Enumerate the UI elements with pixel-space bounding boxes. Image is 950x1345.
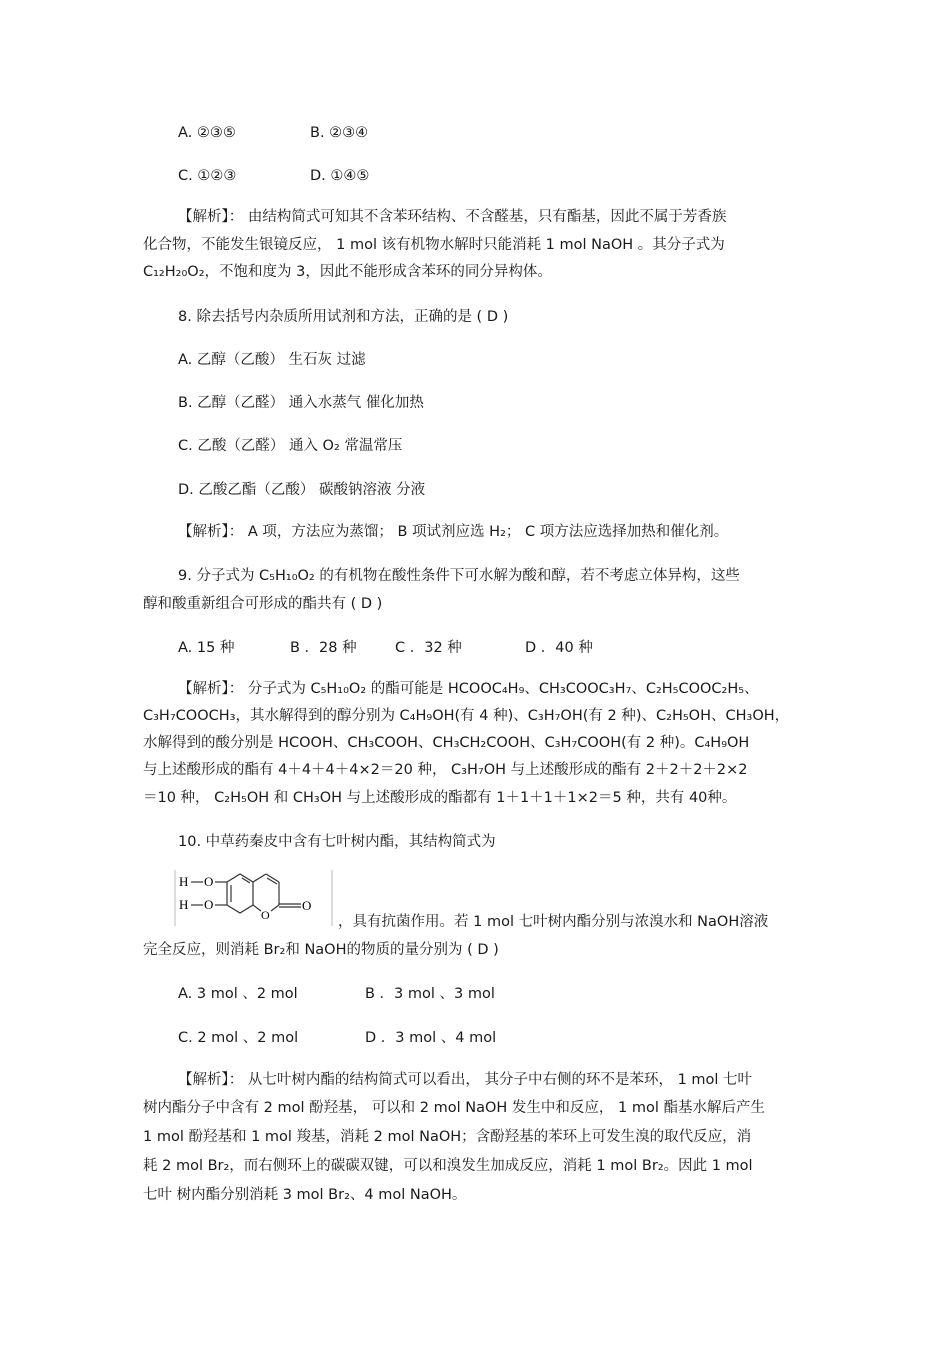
- q9-analysis-line-3: 水解得到的酸分别是 HCOOH、CH₃COOH、CH₃CH₂COOH、C₃H₇COOH(有 2 种)。C₄H₉OH: [143, 735, 750, 751]
- q10-option-c: C. 2 mol 、2 mol: [178, 1030, 299, 1046]
- q8-option-c: C. 乙酸（乙醛） 通入 O₂ 常温常压: [178, 438, 403, 454]
- struct-carbonyl-o: O: [302, 898, 312, 913]
- q10-analysis-line-3: 1 mol 酚羟基和 1 mol 羧基，消耗 2 mol NaOH；含酚羟基的苯环上可发生溴的取代反应，消: [143, 1129, 752, 1145]
- q10-option-a: A. 3 mol 、2 mol: [178, 986, 298, 1002]
- q9-analysis-line-1: 【解析】： 分子式为 C₅H₁₀O₂ 的酯可能是 HCOOC₄H₉、CH₃COOC₃H₇、C₂H₅COOC₂H₅、: [178, 681, 759, 697]
- struct-ring-o: O: [261, 908, 270, 922]
- q10-analysis-line-2: 树内酯分子中含有 2 mol 酚羟基， 可以和 2 mol NaOH 发生中和反应， 1 mol 酯基水解后产生: [143, 1100, 765, 1116]
- q9-analysis-line-4: 与上述酸形成的酯有 4＋4＋4＋4×2＝20 种， C₃H₇OH 与上述酸形成的酯有 2＋2＋2＋2×2: [143, 762, 748, 778]
- q8-option-d: D. 乙酸乙酯（乙酸） 碳酸钠溶液 分液: [178, 482, 426, 498]
- esculetin-structure-image: [173, 868, 335, 928]
- q9-question-line-1: 9. 分子式为 C₅H₁₀O₂ 的有机物在酸性条件下可水解为酸和醇，若不考虑立体异构，这些: [178, 568, 740, 584]
- q9-option-a: A. 15 种: [178, 640, 235, 656]
- q9-option-c: C ．32 种: [395, 640, 462, 656]
- q7-option-a: A. ②③⑤: [178, 125, 236, 141]
- q10-analysis-line-5: 七叶 树内酯分别消耗 3 mol Br₂、4 mol NaOH。: [143, 1187, 467, 1203]
- q7-option-d: D. ①④⑤: [310, 168, 370, 184]
- q7-analysis-line-1: 【解析】： 由结构简式可知其不含苯环结构、不含醛基，只有酯基，因此不属于芳香族: [178, 209, 727, 225]
- q9-question-line-2: 醇和酸重新组合可形成的酯共有 ( D ): [143, 596, 383, 612]
- q9-analysis-line-2: C₃H₇COOCH₃，其水解得到的醇分别为 C₄H₉OH(有 4 种)、C₃H₇OH(有 2 种)、C₂H₅OH、CH₃OH，: [143, 708, 790, 724]
- q7-analysis-line-2: 化合物，不能发生银镜反应， 1 mol 该有机物水解时只能消耗 1 mol NaOH 。其分子式为: [143, 237, 725, 253]
- q7-option-c: C. ①②③: [178, 168, 237, 184]
- q8-analysis: 【解析】： A 项，方法应为蒸馏； B 项试剂应选 H₂； C 项方法应选择加热和催化剂。: [178, 524, 729, 540]
- q10-question-line-2: 完全反应，则消耗 Br₂和 NaOH的物质的量分别为 ( D ): [143, 942, 499, 958]
- q9-analysis-line-5: ＝10 种， C₂H₅OH 和 CH₃OH 与上述酸形成的酯都有 1＋1＋1＋1×2＝5 种，共有 40种。: [143, 790, 737, 806]
- struct-h-top: H: [179, 874, 189, 889]
- struct-h-bottom: H: [179, 897, 189, 912]
- struct-o-top: O: [204, 874, 214, 889]
- q8-question: 8. 除去括号内杂质所用试剂和方法，正确的是 ( D ): [178, 309, 509, 325]
- struct-o-bottom: O: [204, 897, 214, 912]
- q10-question-continued: ，具有抗菌作用。若 1 mol 七叶树内酯分别与浓溴水和 NaOH溶液: [338, 914, 769, 930]
- q10-question: 10. 中草药秦皮中含有七叶树内酯，其结构简式为: [178, 834, 496, 850]
- q7-option-b: B. ②③④: [310, 125, 369, 141]
- q8-option-a: A. 乙醇（乙酸） 生石灰 过滤: [178, 352, 366, 368]
- q10-option-d: D ．3 mol 、4 mol: [365, 1030, 497, 1046]
- q10-analysis-line-1: 【解析】： 从七叶树内酯的结构简式可以看出， 其分子中右侧的环不是苯环， 1 mol 七叶: [178, 1072, 753, 1088]
- q9-option-d: D ．40 种: [525, 640, 593, 656]
- q9-option-b: B ．28 种: [290, 640, 357, 656]
- q8-option-b: B. 乙醇（乙醛） 通入水蒸气 催化加热: [178, 395, 424, 411]
- q7-analysis-line-3: C₁₂H₂₀O₂，不饱和度为 3，因此不能形成含苯环的同分异构体。: [143, 264, 552, 280]
- q10-option-b: B ．3 mol 、3 mol: [365, 986, 495, 1002]
- q10-analysis-line-4: 耗 2 mol Br₂，而右侧环上的碳碳双键，可以和溴发生加成反应，消耗 1 mol Br₂。因此 1 mol: [143, 1158, 753, 1174]
